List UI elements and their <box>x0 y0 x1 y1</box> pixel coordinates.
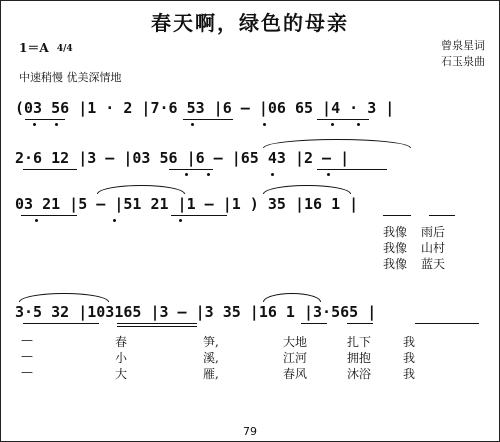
system-notes: 2·6 12 |3 — |03 56 |6 — |65 43 |2 — | <box>15 149 350 167</box>
octave-dot <box>263 123 266 126</box>
beam-line <box>117 323 197 324</box>
octave-dot <box>191 123 194 126</box>
lyric-line-top-3: 我像 蓝天 <box>383 257 446 271</box>
lyricist-credit: 曾泉星词 <box>441 39 485 52</box>
beam-line <box>347 323 373 324</box>
score-page: 春天啊，绿色的母亲 曾泉星词 石玉泉曲 1＝A 4/4 中速稍慢 优美深情地 (03 56 |1 · 2 |7·6 53 |6 — |06 65 |4 · 3 | 2·6 12 |3 — |03 56 |6 — |65 43 |2 — | 03 21 |5 — |51 21 |1 — |1 ) 35 |16 1 | 我像 雨后 我像 山村 我像 蓝天 3·5 32 |103165 |3 — |3 35 |16 1 |3·565 | — 春 笋, 大地 扎下 我 — 小 溪, 江河 拥抱 我 — 大 雁, 春风 沐浴 我 79 <box>0 0 500 442</box>
beam-line <box>183 119 233 120</box>
beam-line <box>23 169 77 170</box>
slur-mark <box>97 185 185 194</box>
octave-dot <box>185 173 188 176</box>
beam-line <box>301 323 327 324</box>
time-signature: 4/4 <box>56 43 73 54</box>
slur-mark <box>19 293 109 302</box>
slur-mark <box>263 185 351 194</box>
music-system-4 <box>11 301 489 323</box>
beam-line <box>117 326 197 327</box>
beam-line <box>169 169 213 170</box>
beam-line <box>429 215 455 216</box>
octave-dot <box>327 173 330 176</box>
beam-line <box>383 215 411 216</box>
octave-dot <box>331 123 334 126</box>
tempo-marking: 中速稍慢 优美深情地 <box>19 71 122 84</box>
lyric-line-top-2: 我像 山村 <box>383 241 446 255</box>
beam-line <box>23 323 99 324</box>
beam-line <box>317 169 387 170</box>
composer-credit: 石玉泉曲 <box>441 55 485 68</box>
octave-dot <box>271 173 274 176</box>
lyric-line-top-1: 我像 雨后 <box>383 225 446 239</box>
octave-dot <box>55 123 58 126</box>
octave-dot <box>207 173 210 176</box>
song-title: 春天啊，绿色的母亲 <box>151 11 349 35</box>
page-number: 79 <box>243 425 257 438</box>
slur-mark <box>263 139 411 148</box>
music-system-3 <box>11 193 489 215</box>
system-notes: (03 56 |1 · 2 |7·6 53 |6 — |06 65 |4 · 3 | <box>15 99 395 117</box>
octave-dot <box>33 123 36 126</box>
octave-dot <box>113 219 116 222</box>
beam-line <box>171 215 227 216</box>
beam-line <box>317 119 369 120</box>
beam-line <box>25 119 65 120</box>
system-notes: 3·5 32 |103165 |3 — |3 35 |16 1 |3·565 | <box>15 303 377 321</box>
octave-dot <box>179 219 182 222</box>
beam-line <box>21 215 77 216</box>
slur-mark <box>263 293 321 302</box>
octave-dot <box>357 123 360 126</box>
octave-dot <box>35 219 38 222</box>
music-system-1 <box>11 97 489 119</box>
key-signature <box>19 39 73 56</box>
system-notes: 03 21 |5 — |51 21 |1 — |1 ) 35 |16 1 | <box>15 195 359 213</box>
beam-line <box>415 323 479 324</box>
key-label: 1＝A <box>19 41 49 55</box>
music-system-2 <box>11 147 489 169</box>
